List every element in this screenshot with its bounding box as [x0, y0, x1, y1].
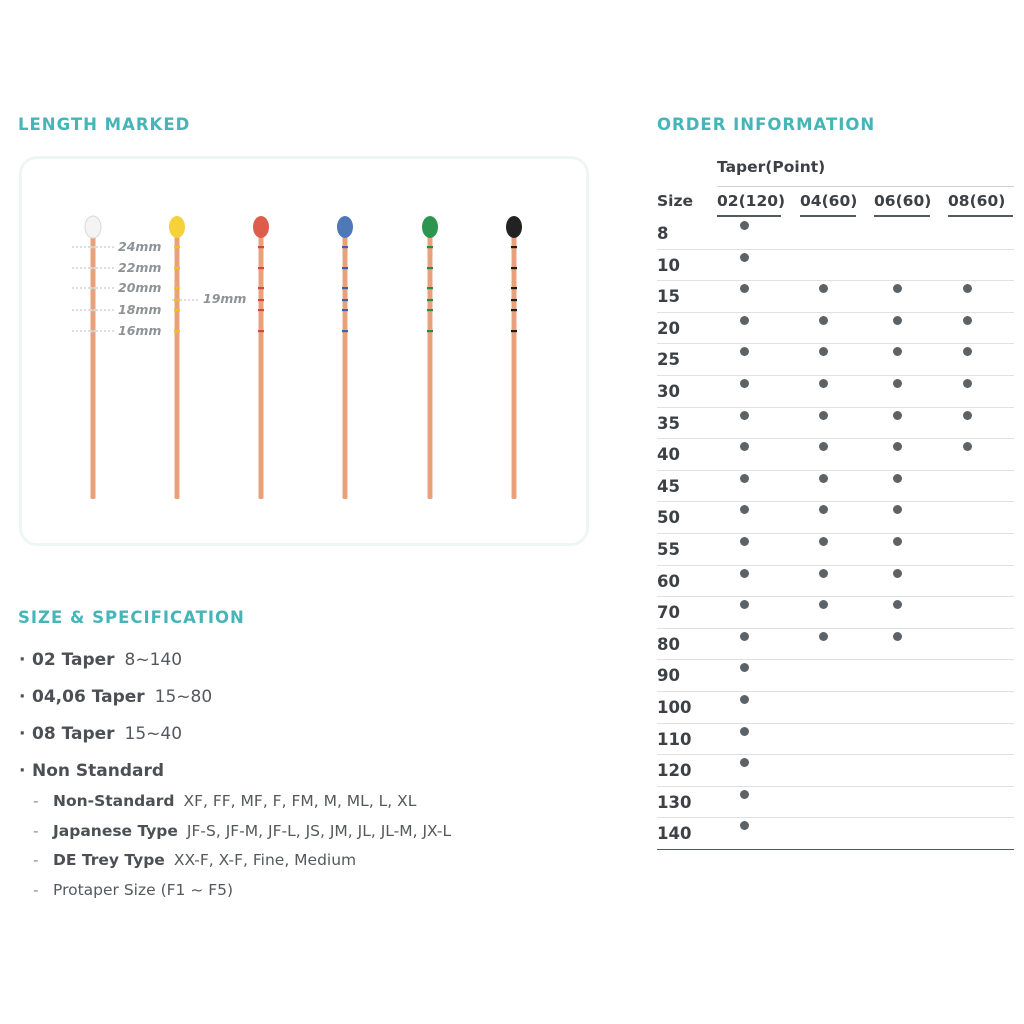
length-marked-panel	[19, 156, 589, 546]
availability-dot	[819, 632, 828, 641]
size-value: 120	[657, 761, 692, 781]
sub-key: Non-Standard	[53, 792, 175, 810]
availability-dot	[819, 505, 828, 514]
file-marking	[258, 287, 264, 289]
size-value: 80	[657, 634, 680, 654]
availability-dot	[963, 411, 972, 420]
availability-dot	[893, 537, 902, 546]
file-shaft	[175, 235, 180, 499]
dash: -	[33, 792, 39, 810]
size-value: 55	[657, 539, 680, 559]
length-label: 24mm	[118, 239, 162, 254]
file-handle-tip	[169, 216, 185, 238]
availability-dot	[740, 600, 749, 609]
table-row	[657, 660, 1014, 692]
file-marking	[258, 330, 264, 332]
size-value: 90	[657, 666, 680, 686]
sub-value: JF-S, JF-M, JF-L, JS, JM, JL, JL-M, JX-L	[186, 821, 452, 840]
availability-dot	[740, 790, 749, 799]
size-value: 60	[657, 571, 680, 591]
size-header: Size	[657, 192, 694, 210]
file-marking	[427, 287, 433, 289]
table-row	[657, 439, 1014, 471]
file-handle-tip	[85, 216, 101, 238]
table-row	[657, 629, 1014, 661]
table-row	[657, 534, 1014, 566]
availability-dot	[819, 600, 828, 609]
bullet: ·	[19, 650, 26, 670]
file-handle-tip	[337, 216, 353, 238]
availability-dot	[963, 379, 972, 388]
table-row	[657, 471, 1014, 503]
file-marking	[174, 309, 180, 311]
file-marking	[258, 309, 264, 311]
size-value: 25	[657, 350, 680, 370]
table-row	[657, 692, 1014, 724]
availability-dot	[740, 663, 749, 672]
availability-dot	[893, 284, 902, 293]
availability-dot	[893, 442, 902, 451]
availability-dot	[740, 284, 749, 293]
bullet: ·	[19, 687, 26, 707]
size-value: 15	[657, 287, 680, 307]
file-handle-tip	[506, 216, 522, 238]
dash: -	[33, 880, 39, 899]
availability-dot	[819, 316, 828, 325]
availability-dot	[740, 695, 749, 704]
sub-value: XF, FF, MF, F, FM, M, ML, L, XL	[183, 792, 417, 810]
file-handle-tip	[253, 216, 269, 238]
spec-sub-item	[19, 881, 619, 911]
column-underline	[948, 215, 1013, 217]
availability-dot	[740, 505, 749, 514]
size-value: 70	[657, 603, 680, 623]
table-row	[657, 376, 1014, 408]
sub-key: DE Trey Type	[53, 851, 165, 869]
spec-sub-item	[19, 792, 619, 822]
file-marking	[511, 246, 517, 248]
size-value: 100	[657, 697, 692, 717]
table-row	[657, 818, 1014, 850]
spec-value: 15~80	[154, 687, 213, 707]
availability-dot	[819, 474, 828, 483]
spec-value: 15~40	[124, 724, 183, 744]
file-shaft	[512, 235, 517, 499]
file-marking	[511, 299, 517, 301]
availability-dot	[893, 632, 902, 641]
length-label: 22mm	[118, 260, 162, 275]
spec-key: 02 Taper	[32, 650, 115, 670]
availability-dot	[893, 316, 902, 325]
sub-value: Protaper Size (F1 ~ F5)	[53, 880, 234, 899]
availability-dot	[819, 537, 828, 546]
table-row	[657, 755, 1014, 787]
availability-dot	[819, 347, 828, 356]
dash: -	[33, 851, 39, 869]
order-info-title: ORDER INFORMATION	[657, 115, 876, 134]
spec-key: Non Standard	[32, 761, 165, 781]
taper-column-header: 04(60)	[800, 192, 858, 210]
size-value: 10	[657, 255, 680, 275]
taper-column-header: 06(60)	[874, 192, 932, 210]
size-value: 20	[657, 318, 680, 338]
availability-dot	[819, 284, 828, 293]
file-marking	[342, 330, 348, 332]
size-value: 8	[657, 224, 669, 243]
length-label: 20mm	[118, 280, 162, 295]
size-value: 130	[657, 792, 692, 812]
file-marking	[174, 287, 180, 289]
column-underline	[800, 215, 856, 217]
file-marking	[427, 246, 433, 248]
availability-dot	[740, 253, 749, 262]
file-shaft	[428, 235, 433, 499]
availability-dot	[893, 379, 902, 388]
availability-dot	[963, 347, 972, 356]
taper-header: Taper(Point)	[717, 158, 826, 176]
availability-dot	[740, 727, 749, 736]
size-spec-title: SIZE & SPECIFICATION	[18, 608, 245, 627]
file-marking	[258, 267, 264, 269]
availability-dot	[819, 442, 828, 451]
file-marking	[342, 299, 348, 301]
availability-dot	[893, 505, 902, 514]
file-marking	[342, 267, 348, 269]
availability-dot	[740, 758, 749, 767]
availability-dot	[740, 821, 749, 830]
file-marking	[174, 246, 180, 248]
availability-dot	[963, 316, 972, 325]
file-marking	[511, 309, 517, 311]
table-row	[657, 787, 1014, 819]
availability-dot	[740, 347, 749, 356]
length-label: 16mm	[118, 323, 162, 338]
availability-dot	[819, 569, 828, 578]
file-marking	[427, 267, 433, 269]
table-row	[657, 344, 1014, 376]
availability-dot	[740, 379, 749, 388]
column-underline	[717, 215, 781, 217]
availability-dot	[740, 221, 749, 230]
file-marking	[258, 299, 264, 301]
spec-item	[19, 724, 619, 761]
sub-value: XX-F, X-F, Fine, Medium	[173, 851, 357, 869]
availability-dot	[963, 284, 972, 293]
availability-dot	[740, 442, 749, 451]
spec-key: 04,06 Taper	[32, 687, 145, 707]
table-row	[657, 502, 1014, 534]
availability-dot	[893, 474, 902, 483]
file-marking	[258, 246, 264, 248]
file-illustration	[22, 159, 592, 549]
file-marking	[342, 309, 348, 311]
file-handle-tip	[422, 216, 438, 238]
availability-dot	[963, 442, 972, 451]
taper-column-header: 08(60)	[948, 192, 1006, 210]
size-value: 30	[657, 381, 680, 401]
availability-dot	[740, 632, 749, 641]
table-row	[657, 281, 1014, 313]
size-value: 35	[657, 413, 680, 433]
availability-dot	[893, 347, 902, 356]
file-marking	[511, 287, 517, 289]
size-value: 45	[657, 476, 680, 496]
table-row	[657, 724, 1014, 756]
spec-sub-item	[19, 822, 619, 852]
size-value: 110	[657, 729, 692, 749]
file-marking	[427, 309, 433, 311]
availability-dot	[740, 474, 749, 483]
file-marking	[342, 287, 348, 289]
spec-value: 8~140	[124, 650, 183, 670]
availability-dot	[893, 600, 902, 609]
file-marking	[174, 267, 180, 269]
table-row	[657, 218, 1014, 250]
taper-column-header: 02(120)	[717, 192, 786, 210]
spec-sub-item	[19, 851, 619, 881]
length-marked-title: LENGTH MARKED	[18, 115, 191, 134]
taper-divider	[717, 186, 1014, 187]
availability-dot	[819, 379, 828, 388]
file-marking	[174, 330, 180, 332]
file-shaft	[343, 235, 348, 499]
file-marking	[511, 330, 517, 332]
size-value: 50	[657, 508, 680, 528]
spec-item	[19, 650, 619, 687]
size-value: 140	[657, 824, 692, 844]
table-row	[657, 597, 1014, 629]
availability-dot	[893, 569, 902, 578]
size-value: 40	[657, 445, 680, 465]
table-row	[657, 250, 1014, 282]
availability-dot	[740, 537, 749, 546]
table-row	[657, 566, 1014, 598]
spec-list	[19, 650, 619, 910]
length-label: 18mm	[118, 302, 162, 317]
availability-dot	[740, 411, 749, 420]
availability-dot	[740, 316, 749, 325]
sub-key: Japanese Type	[53, 821, 178, 840]
file-marking	[342, 246, 348, 248]
availability-dot	[740, 569, 749, 578]
bullet: ·	[19, 724, 26, 744]
availability-dot	[893, 411, 902, 420]
file-marking	[427, 299, 433, 301]
file-marking	[511, 267, 517, 269]
column-underline	[874, 215, 930, 217]
length-label-19mm: 19mm	[203, 291, 247, 306]
file-shaft	[91, 235, 96, 499]
spec-key: 08 Taper	[32, 724, 115, 744]
dash: -	[33, 821, 39, 840]
spec-item	[19, 687, 619, 724]
file-marking	[427, 330, 433, 332]
table-row	[657, 313, 1014, 345]
bullet: ·	[19, 761, 26, 781]
table-row	[657, 408, 1014, 440]
availability-dot	[819, 411, 828, 420]
file-shaft	[259, 235, 264, 499]
